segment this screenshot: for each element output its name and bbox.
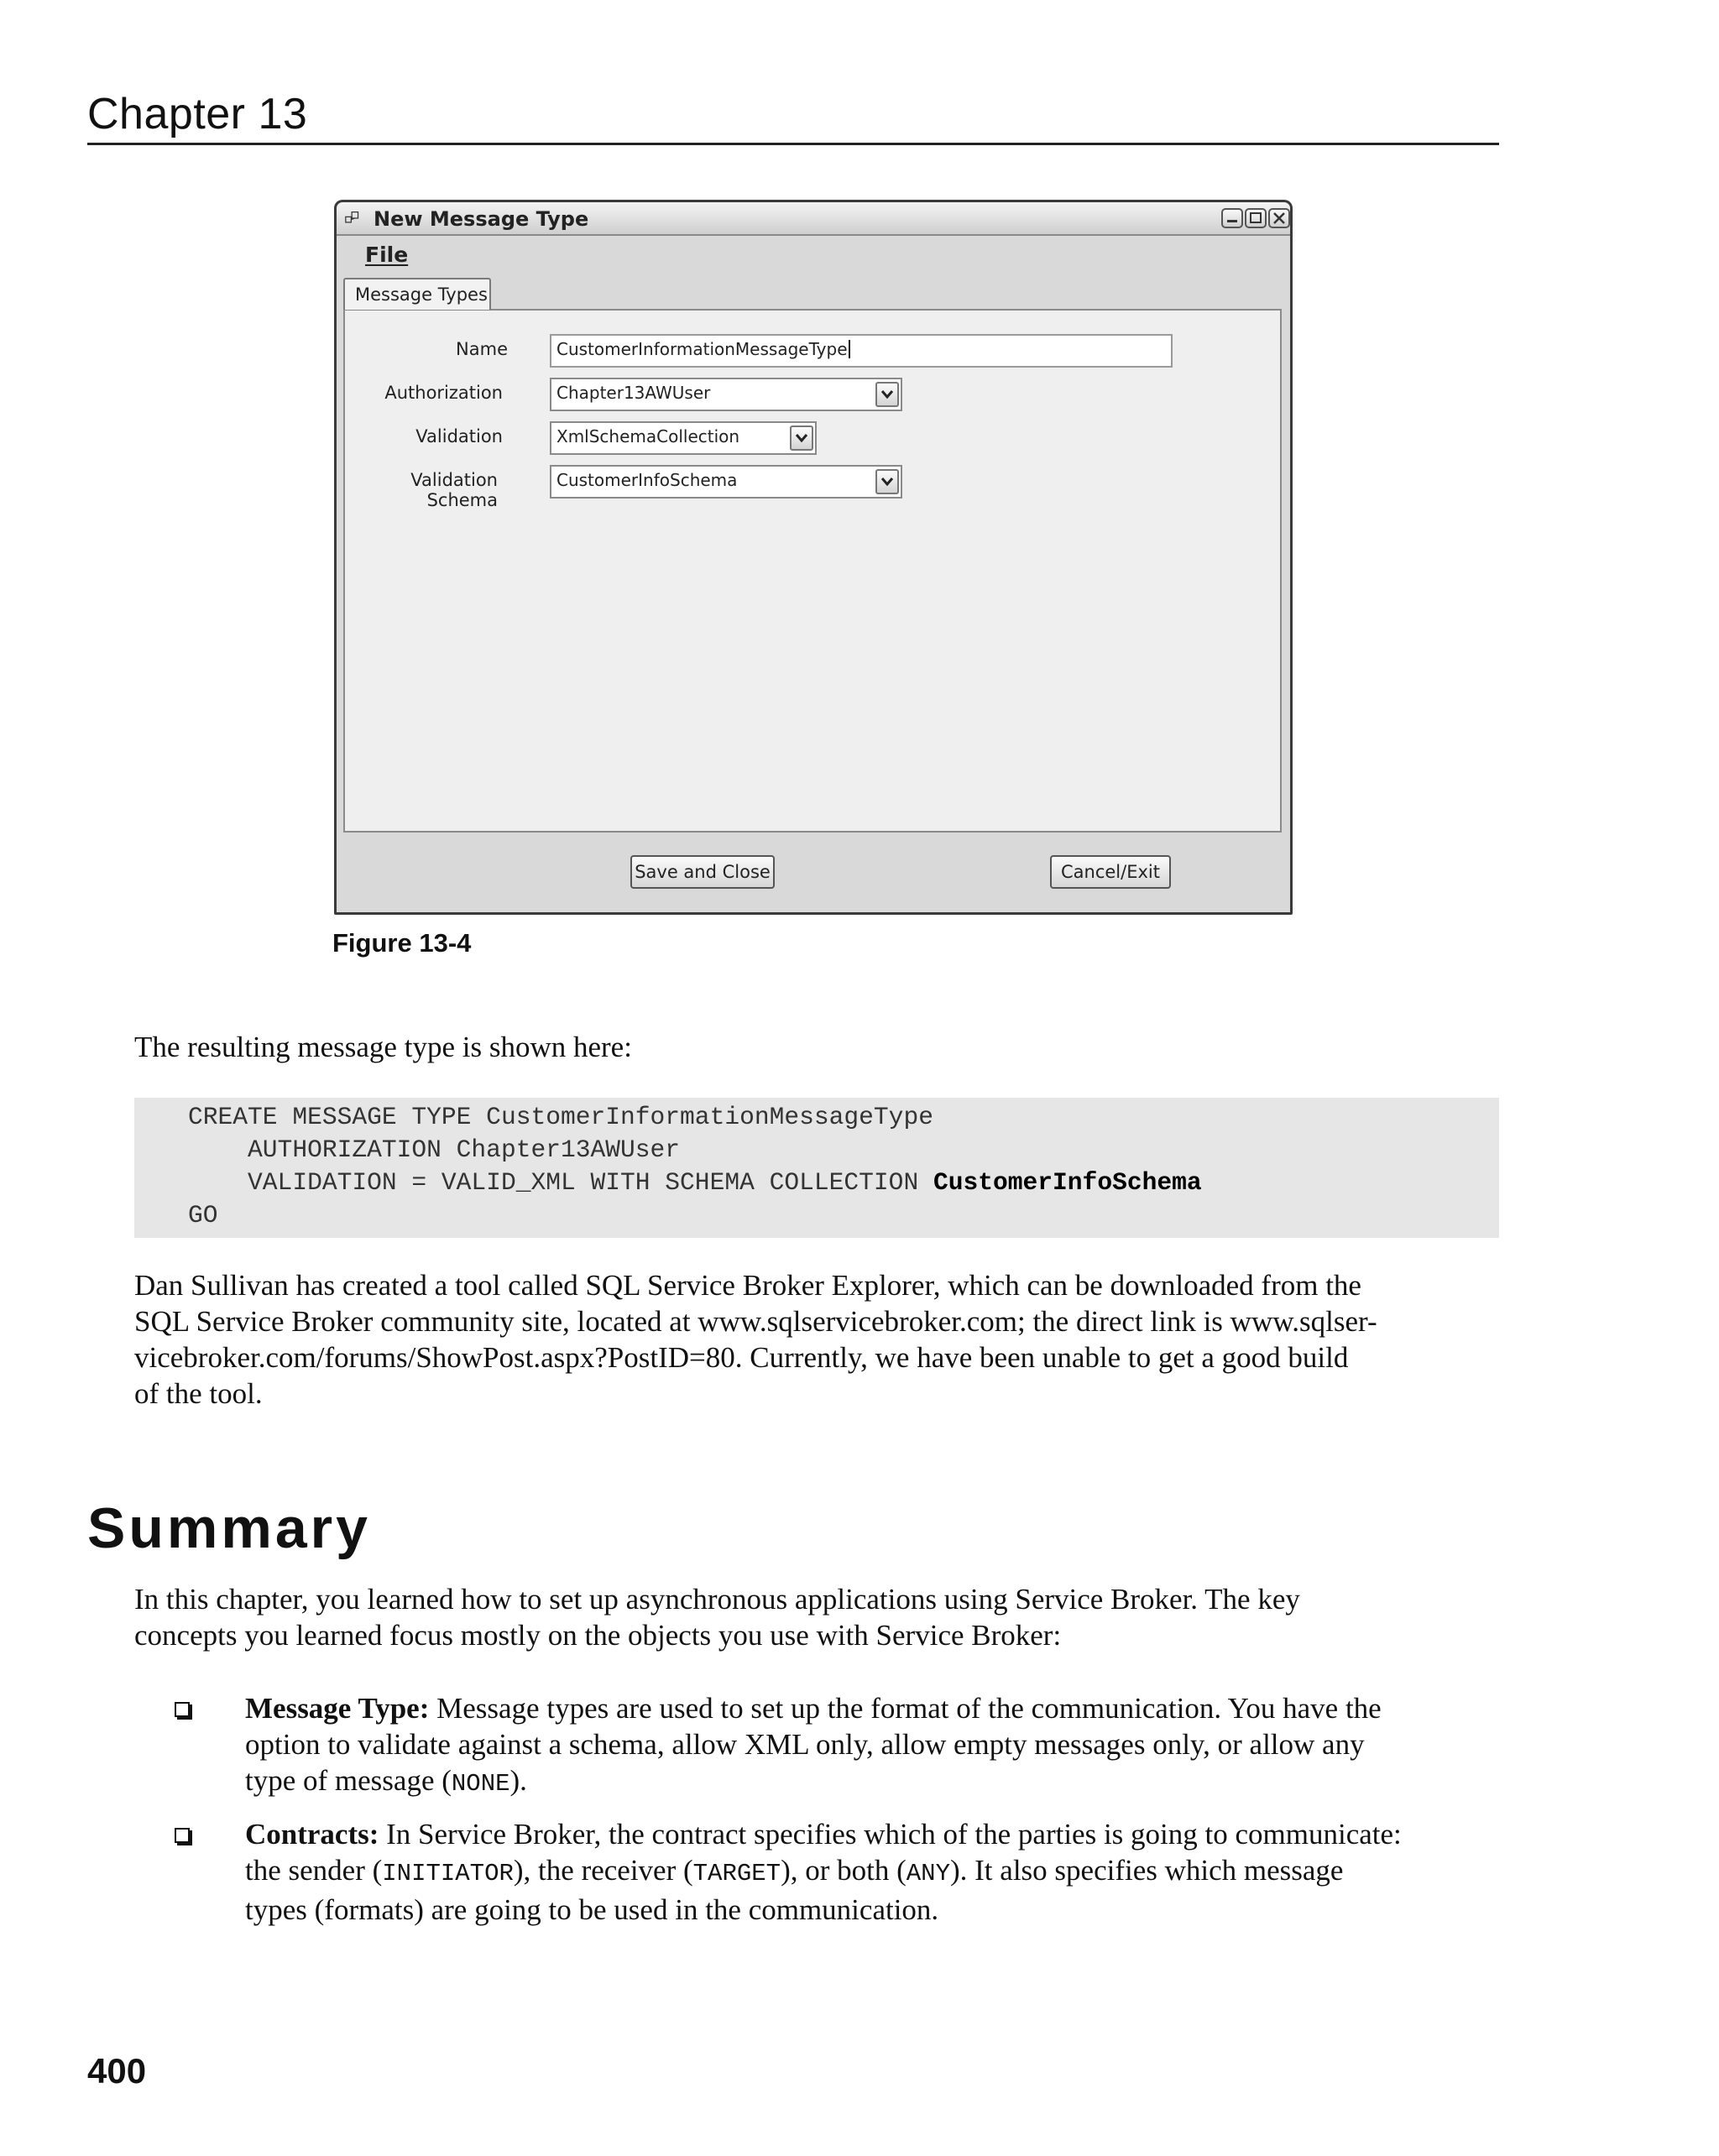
menu-file-label: File bbox=[365, 243, 409, 267]
chevron-down-icon bbox=[880, 389, 894, 399]
checkbox-bullet-icon bbox=[175, 1702, 190, 1717]
name-input[interactable] bbox=[550, 334, 1173, 368]
save-and-close-button[interactable]: Save and Close bbox=[630, 855, 775, 889]
list-item-text: ). It also specifies which message bbox=[950, 1854, 1344, 1887]
list-item-text: ), the receiver ( bbox=[513, 1854, 693, 1887]
name-label: Name bbox=[456, 339, 508, 359]
menu-bar bbox=[337, 236, 1290, 269]
code-text: VALIDATION = VALID_XML WITH SCHEMA COLLECTION bbox=[188, 1168, 933, 1197]
list-item-term: Message Type: bbox=[245, 1692, 430, 1725]
authorization-label: Authorization bbox=[384, 383, 503, 403]
maximize-icon bbox=[1246, 210, 1265, 227]
inline-code: INITIATOR bbox=[382, 1860, 514, 1887]
paragraph-intro: The resulting message type is shown here: bbox=[134, 1031, 632, 1063]
list-item bbox=[245, 1690, 1382, 1802]
code-line bbox=[188, 1168, 1202, 1197]
inline-code: NONE bbox=[451, 1770, 510, 1798]
paragraph-line: concepts you learned focus mostly on the objects you use with Service Broker: bbox=[134, 1619, 1062, 1652]
list-item-text: ). bbox=[509, 1764, 527, 1797]
cancel-exit-button[interactable]: Cancel/Exit bbox=[1050, 855, 1171, 889]
close-icon bbox=[1270, 210, 1288, 227]
minimize-icon bbox=[1223, 210, 1241, 227]
code-bold-text: CustomerInfoSchema bbox=[933, 1168, 1202, 1197]
list-item-text: types (formats) are going to be used in the communication. bbox=[245, 1893, 939, 1926]
list-item-text: type of message ( bbox=[245, 1764, 452, 1797]
paragraph-line: of the tool. bbox=[134, 1377, 263, 1410]
paragraph-tool bbox=[134, 1267, 1511, 1412]
summary-intro bbox=[134, 1581, 1300, 1653]
list-item-text: option to validate against a schema, allow XML only, allow empty messages only, or allow any bbox=[245, 1728, 1365, 1761]
validation-schema-select[interactable] bbox=[550, 465, 902, 499]
validation-schema-label: Validation Schema bbox=[410, 470, 498, 510]
inline-code: ANY bbox=[906, 1860, 950, 1887]
validation-value: XmlSchemaCollection bbox=[556, 426, 740, 446]
minimize-button[interactable] bbox=[1221, 208, 1243, 228]
name-input-value: CustomerInformationMessageType bbox=[556, 339, 848, 359]
list-item-term: Contracts: bbox=[245, 1818, 379, 1851]
validation-schema-value: CustomerInfoSchema bbox=[556, 470, 738, 490]
section-heading: Summary bbox=[87, 1496, 371, 1560]
paragraph-line: Dan Sullivan has created a tool called SQL Service Broker Explorer, which can be downloaded from the bbox=[134, 1269, 1361, 1302]
paragraph-line: In this chapter, you learned how to set up asynchronous applications using Service Broker. The key bbox=[134, 1583, 1300, 1616]
page-number: 400 bbox=[87, 2051, 147, 2091]
checkbox-bullet-icon bbox=[175, 1828, 190, 1843]
button-bar bbox=[337, 837, 1290, 912]
authorization-select[interactable] bbox=[550, 378, 902, 411]
header-rule bbox=[87, 143, 1499, 145]
list-item-text: the sender ( bbox=[245, 1854, 383, 1887]
code-line: GO bbox=[188, 1201, 218, 1229]
window-title: New Message Type bbox=[374, 207, 589, 231]
list-item-text: Message types are used to set up the format of the communication. You have the bbox=[429, 1692, 1382, 1725]
inline-code: TARGET bbox=[692, 1860, 781, 1887]
chapter-header: Chapter 13 bbox=[87, 90, 308, 138]
code-block bbox=[134, 1098, 1499, 1238]
window-app-icon bbox=[345, 211, 360, 226]
validation-label: Validation bbox=[415, 426, 503, 446]
code-line: AUTHORIZATION Chapter13AWUser bbox=[188, 1135, 681, 1164]
new-message-type-window bbox=[334, 200, 1293, 915]
validation-select[interactable] bbox=[550, 421, 817, 455]
tab-message-types[interactable]: Message Types bbox=[343, 278, 491, 310]
chevron-down-icon bbox=[795, 433, 808, 443]
authorization-value: Chapter13AWUser bbox=[556, 383, 711, 403]
figure-caption: Figure 13-4 bbox=[332, 928, 472, 958]
list-item-text: In Service Broker, the contract specifies which of the parties is going to communicate: bbox=[379, 1818, 1402, 1851]
paragraph-line: vicebroker.com/forums/ShowPost.aspx?PostID=80. Currently, we have been unable to get a good build bbox=[134, 1341, 1349, 1374]
chevron-down-icon bbox=[880, 477, 894, 487]
authorization-dropdown-button[interactable] bbox=[875, 382, 899, 407]
maximize-button[interactable] bbox=[1245, 208, 1267, 228]
close-button[interactable] bbox=[1268, 208, 1290, 228]
list-item bbox=[245, 1816, 1402, 1928]
window-titlebar[interactable] bbox=[337, 202, 1290, 236]
code-line: CREATE MESSAGE TYPE CustomerInformationMessageType bbox=[188, 1103, 933, 1131]
list-item-text: ), or both ( bbox=[781, 1854, 907, 1887]
validation-dropdown-button[interactable] bbox=[790, 425, 813, 451]
menu-file[interactable] bbox=[365, 243, 408, 267]
tab-panel bbox=[343, 309, 1282, 833]
text-caret bbox=[849, 340, 850, 358]
paragraph-line: SQL Service Broker community site, located at www.sqlservicebroker.com; the direct link is www.sqlser- bbox=[134, 1305, 1377, 1338]
validation-schema-dropdown-button[interactable] bbox=[875, 469, 899, 494]
